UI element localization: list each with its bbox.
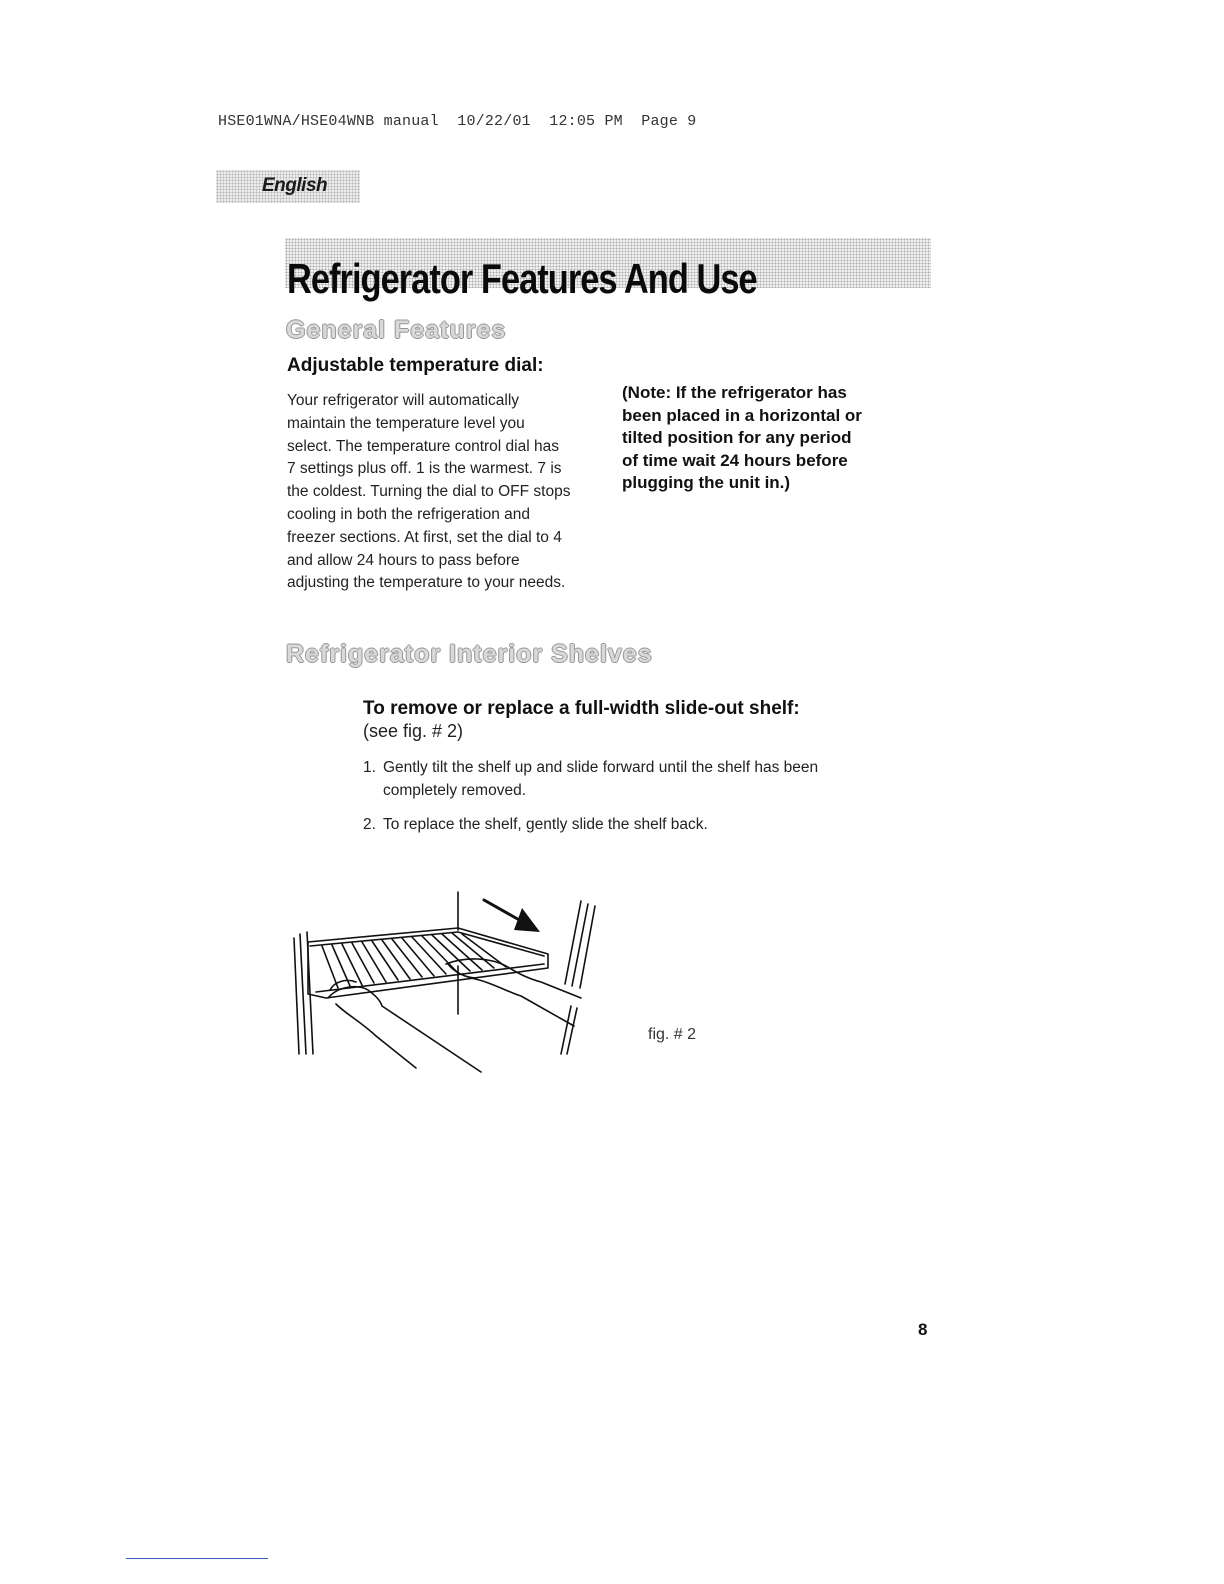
paragraph-line: the coldest. Turning the dial to OFF stops [287,483,571,501]
paragraph-line: maintain the temperature level you [287,414,525,432]
note-line: tilted position for any period [622,428,852,448]
interior-shelves-heading: Refrigerator Interior Shelves [286,640,653,668]
language-tab-label: English [262,175,328,196]
step-1 [363,756,903,802]
page-title: Refrigerator Features And Use [287,255,757,302]
note-line: (Note: If the refrigerator has [622,383,847,402]
page-number: 8 [918,1320,928,1339]
step-text: Gently tilt the shelf up and slide forward until the shelf has been [383,759,819,776]
paragraph-line: adjusting the temperature to your needs. [287,574,566,592]
direction-arrow-icon [514,908,540,932]
step-number: 2. [363,816,376,833]
shelf-removal-illustration [286,886,616,1082]
figure-caption: fig. # 2 [648,1026,697,1043]
step-text: To replace the shelf, gently slide the shelf back. [383,816,708,833]
general-features-heading: General Features [286,316,507,344]
temperature-dial-paragraph [287,390,607,595]
step-2 [363,813,903,836]
shelf-steps [363,756,903,836]
note-line: of time wait 24 hours before [622,450,848,470]
note-line: plugging the unit in.) [622,473,791,493]
temperature-dial-subheading: Adjustable temperature dial: [287,355,544,376]
paragraph-line: cooling in both the refrigeration and [287,505,530,523]
paragraph-line: select. The temperature control dial has [287,437,559,455]
leveling-note [622,382,922,495]
print-header: HSE01WNA/HSE04WNB manual 10/22/01 12:05 PM Page 9 [218,113,697,130]
language-tab [216,170,360,203]
paragraph-line: and allow 24 hours to pass before [287,551,520,569]
step-text-continued: completely removed. [383,782,527,799]
paragraph-line: Your refrigerator will automatically [287,392,520,409]
note-line: been placed in a horizontal or [622,405,862,425]
see-figure-reference: (see fig. # 2) [363,721,464,741]
shelf-removal-subheading: To remove or replace a full-width slide-out shelf: [363,698,800,719]
bottom-divider [126,1558,268,1559]
paragraph-line: freezer sections. At first, set the dial to 4 [287,528,562,546]
paragraph-line: 7 settings plus off. 1 is the warmest. 7 is [287,460,562,478]
step-number: 1. [363,759,376,776]
